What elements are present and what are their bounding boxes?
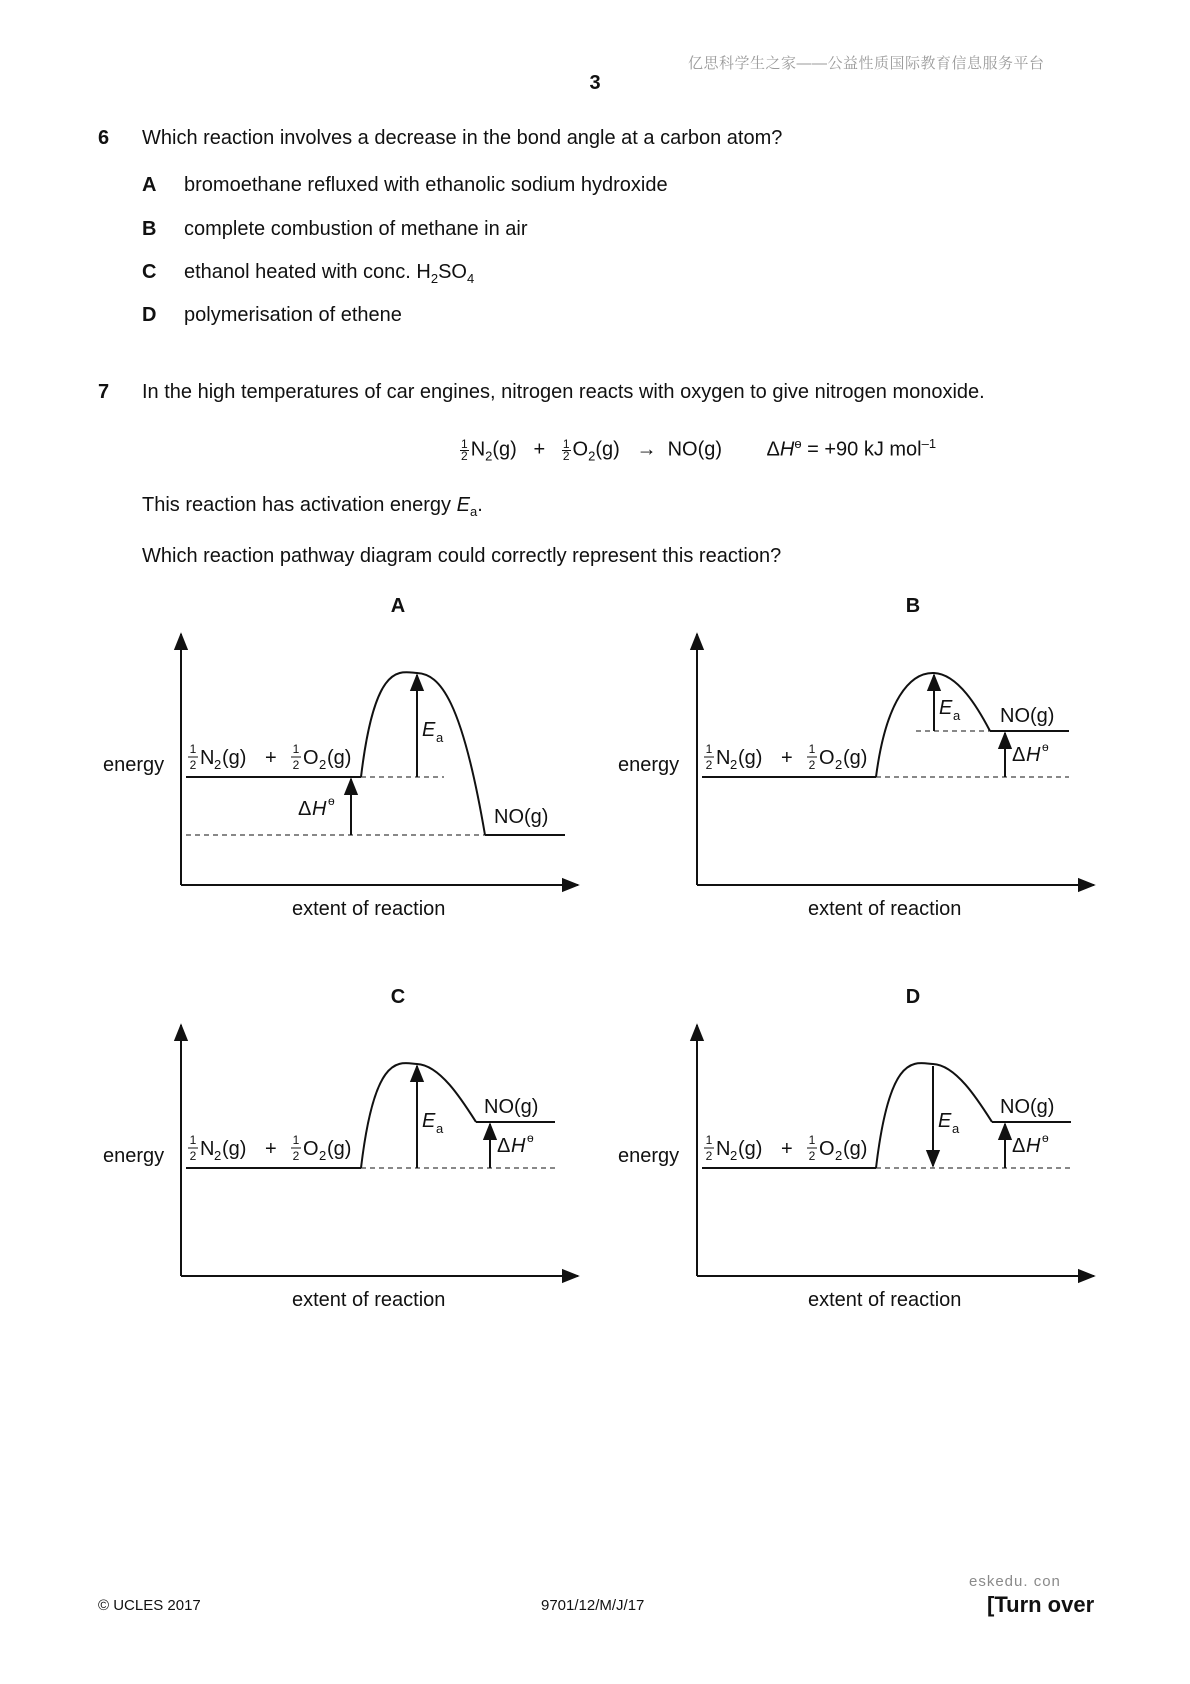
svg-text:2: 2 (189, 758, 197, 772)
q6-option-d-text: polymerisation of ethene (184, 304, 402, 326)
svg-text:2: 2 (730, 1148, 738, 1163)
svg-text:1: 1 (808, 742, 816, 756)
activation-energy-statement: This reaction has activation energy $E_a$. (142, 494, 483, 519)
svg-text:a: a (436, 1121, 444, 1136)
svg-text:(g): (g) (738, 747, 763, 769)
svg-text:(g): (g) (843, 747, 868, 769)
svg-text:(g): (g) (738, 1138, 763, 1160)
svg-text:a: a (436, 730, 444, 745)
diagram-b-ylabel: energy (618, 754, 680, 776)
paper-code: 9701/12/M/J/17 (541, 1597, 645, 1614)
svg-text:H: H (1026, 744, 1041, 766)
svg-text:ө: ө (328, 794, 335, 808)
svg-text:+: + (781, 747, 793, 769)
svg-text:ө: ө (527, 1131, 534, 1145)
diagram-c-dh-label (497, 1131, 534, 1157)
svg-text:H: H (1026, 1135, 1041, 1157)
svg-text:a: a (953, 708, 961, 723)
diagram-d-ea-label (938, 1110, 960, 1136)
svg-text:1: 1 (705, 1133, 713, 1147)
diagram-d-ylabel: energy (618, 1145, 680, 1167)
diagram-a-xlabel: extent of reaction (292, 898, 446, 920)
svg-text:2: 2 (835, 757, 843, 772)
q6-option-a-letter: A (142, 174, 157, 196)
svg-text:(g): (g) (327, 1138, 352, 1160)
svg-text:E: E (938, 1110, 952, 1132)
svg-text:2: 2 (808, 758, 816, 772)
svg-text:(g): (g) (843, 1138, 868, 1160)
svg-text:1: 1 (292, 1133, 300, 1147)
diagram-a-reactant-label (188, 742, 351, 772)
svg-text:a: a (952, 1121, 960, 1136)
svg-text:Δ: Δ (1012, 744, 1026, 766)
diagram-a-curve (361, 672, 485, 835)
svg-text:2: 2 (705, 758, 713, 772)
question-6-number: 6 (98, 127, 110, 149)
svg-text:(g): (g) (222, 1138, 247, 1160)
diagram-c-curve (361, 1063, 476, 1168)
svg-text:1: 1 (808, 1133, 816, 1147)
diagram-c (103, 986, 578, 1311)
diagram-a-product-label: NO(g) (494, 806, 549, 828)
q6-option-c-letter: C (142, 261, 157, 283)
svg-text:2: 2 (292, 758, 300, 772)
diagram-b-ea-label (939, 697, 961, 723)
diagram-a-dh-label (298, 794, 335, 820)
diagram-d (618, 986, 1094, 1311)
diagram-b-letter: B (905, 595, 921, 617)
eskedu-watermark: eskedu. con (969, 1573, 1061, 1590)
svg-text:2: 2 (214, 757, 222, 772)
svg-text:ө: ө (1042, 1131, 1049, 1145)
svg-text:N: N (716, 747, 731, 769)
svg-text:H: H (511, 1135, 526, 1157)
svg-text:(g): (g) (222, 747, 247, 769)
svg-text:2: 2 (730, 757, 738, 772)
diagram-c-ylabel: energy (103, 1145, 165, 1167)
diagram-c-xlabel: extent of reaction (292, 1289, 446, 1311)
diagram-d-letter: D (905, 986, 921, 1008)
diagram-b-dh-label (1012, 740, 1049, 766)
diagram-a-ea-label (422, 719, 444, 745)
svg-text:ө: ө (1042, 740, 1049, 754)
svg-text:+: + (265, 1138, 277, 1160)
diagram-d-dh-label (1012, 1131, 1049, 1157)
svg-text:2: 2 (189, 1149, 197, 1163)
question-7-prompt: Which reaction pathway diagram could correctly represent this reaction? (142, 545, 782, 567)
svg-text:N: N (200, 747, 215, 769)
diagram-a-ylabel: energy (103, 754, 165, 776)
diagram-c-ea-label (422, 1110, 444, 1136)
svg-text:(g): (g) (327, 747, 352, 769)
svg-text:1: 1 (189, 742, 197, 756)
equation-half-fraction-2: $\frac{1}{2}$ (562, 436, 570, 463)
svg-text:1: 1 (705, 742, 713, 756)
svg-text:E: E (422, 1110, 436, 1132)
svg-text:2: 2 (705, 1149, 713, 1163)
page-number: 3 (589, 72, 601, 94)
diagram-d-xlabel: extent of reaction (808, 1289, 962, 1311)
svg-text:2: 2 (292, 1149, 300, 1163)
diagram-c-letter: C (390, 986, 406, 1008)
svg-text:2: 2 (319, 1148, 327, 1163)
svg-text:2: 2 (214, 1148, 222, 1163)
diagram-a-letter: A (390, 595, 406, 617)
svg-text:H: H (312, 798, 327, 820)
svg-text:O: O (303, 1138, 319, 1160)
diagram-c-reactant-label (188, 1133, 351, 1163)
q6-option-c-text: ethanol heated with conc. $H_2SO_4$ (184, 261, 475, 286)
svg-text:+: + (781, 1138, 793, 1160)
svg-text:2: 2 (808, 1149, 816, 1163)
svg-text:2: 2 (319, 757, 327, 772)
svg-text:1: 1 (189, 1133, 197, 1147)
question-7-text: In the high temperatures of car engines, nitrogen reacts with oxygen to give nitrogen monoxide. (142, 381, 985, 403)
reaction-equation: $\frac{1}{2}$ $N_2(g)$ + $\frac{1}{2}$ $O_2(g)$ → NO(g) $\Delta H^ө = +90$ kJ mol$^{-1}$ (461, 436, 937, 464)
diagram-a (103, 595, 578, 920)
equation-half-fraction: $\frac{1}{2}$ (461, 436, 468, 463)
diagram-d-reactant-label (704, 1133, 867, 1163)
svg-text:N: N (200, 1138, 215, 1160)
svg-text:Δ: Δ (298, 798, 312, 820)
copyright: © UCLES 2017 (98, 1597, 201, 1614)
q6-option-d-letter: D (142, 304, 157, 326)
diagram-b (618, 595, 1094, 920)
svg-text:N: N (716, 1138, 731, 1160)
svg-text:O: O (819, 747, 835, 769)
svg-text:O: O (303, 747, 319, 769)
svg-text:E: E (422, 719, 436, 741)
svg-text:Δ: Δ (497, 1135, 511, 1157)
diagram-c-product-label: NO(g) (484, 1096, 539, 1118)
diagram-b-xlabel: extent of reaction (808, 898, 962, 920)
watermark: 亿思科学生之家——公益性质国际教育信息服务平台 (688, 55, 1045, 72)
turn-over-label: [Turn over (987, 1592, 1095, 1617)
svg-text:+: + (265, 747, 277, 769)
svg-text:E: E (939, 697, 953, 719)
q6-option-b-letter: B (142, 218, 157, 240)
question-6-text: Which reaction involves a decrease in the bond angle at a carbon atom? (142, 127, 783, 149)
svg-text:O: O (819, 1138, 835, 1160)
q6-option-a-text: bromoethane refluxed with ethanolic sodium hydroxide (184, 174, 668, 196)
svg-text:1: 1 (292, 742, 300, 756)
diagram-b-reactant-label (704, 742, 867, 772)
svg-text:2: 2 (835, 1148, 843, 1163)
q6-option-b-text: complete combustion of methane in air (184, 218, 528, 240)
diagram-b-product-label: NO(g) (1000, 705, 1055, 727)
svg-text:Δ: Δ (1012, 1135, 1026, 1157)
diagram-d-product-label: NO(g) (1000, 1096, 1055, 1118)
question-7-number: 7 (98, 381, 110, 403)
